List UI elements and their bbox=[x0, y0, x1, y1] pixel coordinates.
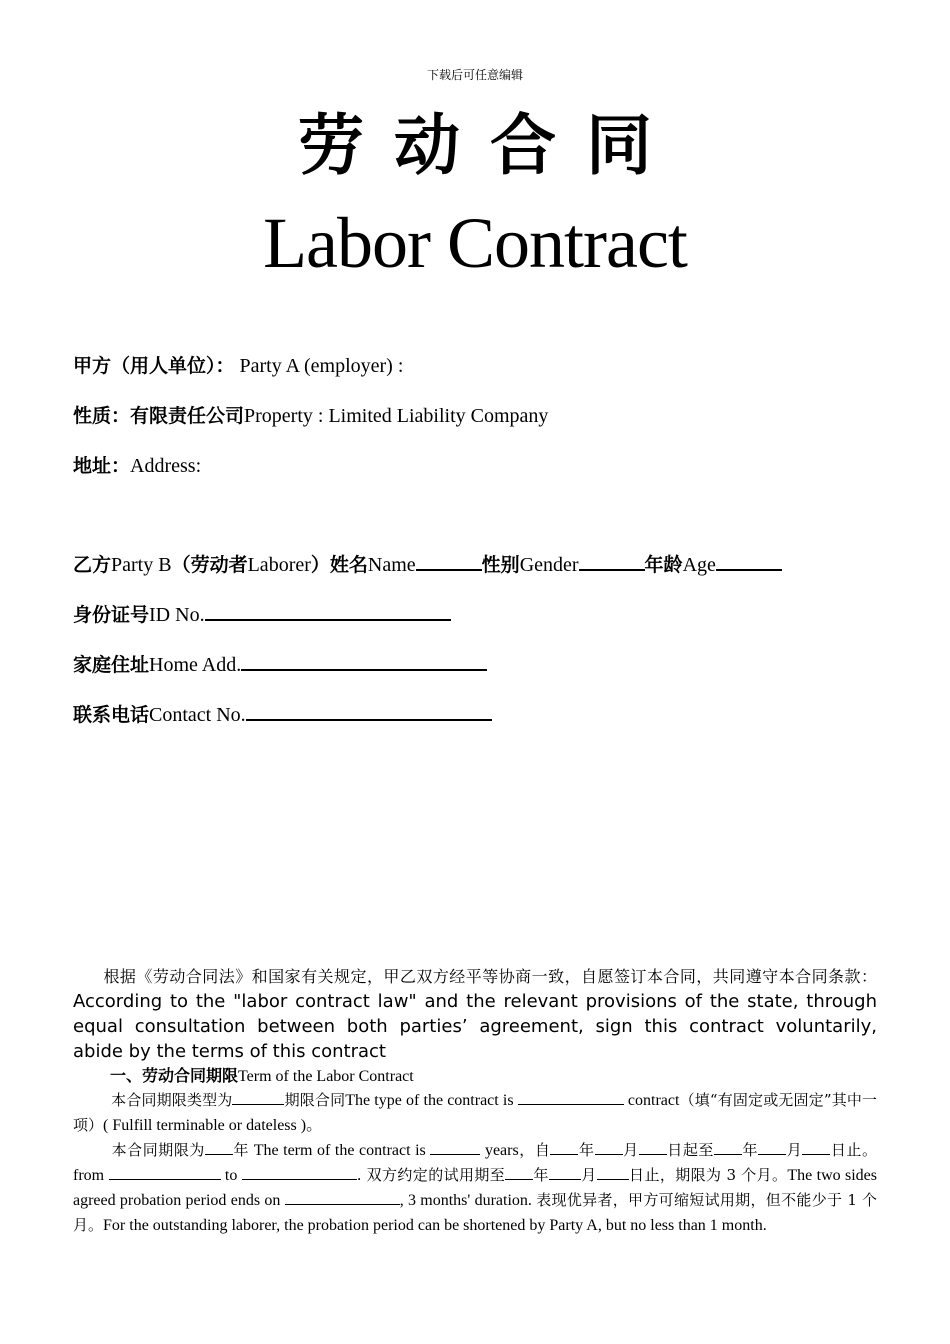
age-blank[interactable] bbox=[716, 553, 782, 571]
probation-en: The two sides agreed probation period ends on bbox=[73, 1167, 878, 1209]
property-label-cn: 性质：有限责任公司 bbox=[73, 405, 245, 427]
contract-type-en: The type of the contract is bbox=[345, 1092, 514, 1109]
start-year-cn: 年 bbox=[578, 1141, 595, 1159]
address-line bbox=[73, 452, 201, 480]
contact-label-cn: 联系电话 bbox=[73, 704, 150, 726]
name-blank[interactable] bbox=[416, 553, 482, 571]
shorten-probation-cn: 表现优异者，甲方可缩短试用期，但不能少于 1 个月。 bbox=[73, 1191, 878, 1234]
gender-label-en: Gender bbox=[519, 554, 579, 576]
contract-term-paragraph bbox=[73, 1138, 877, 1238]
contract-type-paragraph bbox=[73, 1088, 877, 1138]
party-b-line bbox=[73, 551, 782, 579]
name-label-en: Name bbox=[367, 554, 416, 576]
start-day-blank[interactable] bbox=[639, 1141, 667, 1155]
start-month-cn: 月 bbox=[622, 1141, 639, 1159]
name-label-cn: ）姓名 bbox=[310, 554, 368, 576]
section-1-heading bbox=[110, 1063, 414, 1089]
contact-label-en: Contact No. bbox=[149, 704, 246, 726]
address-label-en: Address: bbox=[130, 455, 202, 477]
section-1-heading-en: Term of the Labor Contract bbox=[238, 1068, 414, 1085]
id-line bbox=[73, 601, 451, 629]
probation-end-blank[interactable] bbox=[285, 1191, 400, 1205]
from-date-blank[interactable] bbox=[109, 1166, 221, 1180]
fill-instruction-cn: （填“有固定或无固定”其中一项） bbox=[73, 1091, 878, 1134]
probation-month-cn: 月 bbox=[580, 1166, 597, 1184]
end-day-blank[interactable] bbox=[802, 1141, 830, 1155]
term-years-blank-en[interactable] bbox=[430, 1141, 480, 1155]
age-label-cn: 年龄 bbox=[644, 554, 683, 576]
from-en: from bbox=[73, 1167, 105, 1184]
end-day-cn: 日止。 bbox=[830, 1141, 877, 1159]
preamble-cn: 根据《劳动合同法》和国家有关规定，甲乙双方经平等协商一致，自愿签订本合同，共同遵守本合同条款： bbox=[103, 967, 877, 986]
probation-year-blank[interactable] bbox=[505, 1166, 533, 1180]
end-month-blank[interactable] bbox=[758, 1141, 786, 1155]
party-b-label-cn: 乙方 bbox=[73, 554, 112, 576]
property-label-en: Property : Limited Liability Company bbox=[244, 405, 549, 427]
contract-word: contract bbox=[627, 1092, 680, 1109]
probation-duration-en: , 3 months' duration. bbox=[399, 1192, 532, 1209]
to-date-blank[interactable] bbox=[242, 1166, 357, 1180]
start-year-blank[interactable] bbox=[550, 1141, 578, 1155]
title-english: Labor Contract bbox=[263, 203, 687, 283]
home-address-blank[interactable] bbox=[241, 653, 487, 671]
probation-day-blank[interactable] bbox=[597, 1166, 629, 1180]
id-label-cn: 身份证号 bbox=[73, 604, 150, 626]
end-year-cn: 年 bbox=[741, 1141, 759, 1159]
contract-type-blank-cn[interactable] bbox=[232, 1091, 284, 1105]
party-a-label-en: Party A (employer) : bbox=[239, 355, 404, 377]
term-en: The term of the contract is bbox=[253, 1142, 426, 1159]
term-years-blank-cn[interactable] bbox=[205, 1141, 233, 1155]
header-note: 下载后可任意编辑 bbox=[426, 68, 523, 82]
home-address-line bbox=[73, 651, 487, 679]
property-line bbox=[73, 402, 548, 430]
id-blank[interactable] bbox=[205, 603, 451, 621]
laborer-label-cn: （劳动者 bbox=[171, 554, 248, 576]
title-chinese: 劳动合同 bbox=[298, 106, 682, 184]
home-address-label-cn: 家庭住址 bbox=[73, 654, 150, 676]
gender-label-cn: 性别 bbox=[481, 554, 520, 576]
preamble-en: According to the "labor contract law" and the relevant provisions of the state, through equal consultation between both parties’ agreement, sign this contract voluntarily, abide by the terms of this contract bbox=[73, 991, 877, 1062]
probation-duration-cn: 日止，期限为 3 个月。 bbox=[628, 1166, 788, 1184]
probation-cn: . 双方约定的试用期至 bbox=[356, 1166, 506, 1184]
contact-line bbox=[73, 701, 492, 729]
end-year-blank[interactable] bbox=[714, 1141, 742, 1155]
start-month-blank[interactable] bbox=[595, 1141, 623, 1155]
start-day-cn: 日起至 bbox=[666, 1141, 714, 1159]
probation-year-cn: 年 bbox=[533, 1166, 549, 1184]
id-label-en: ID No. bbox=[149, 604, 205, 626]
gender-blank[interactable] bbox=[579, 553, 645, 571]
laborer-label-en: Laborer bbox=[247, 554, 311, 576]
contract-term-cn: 期限合同 bbox=[284, 1091, 346, 1109]
to-en: to bbox=[224, 1167, 238, 1184]
term-cn: 本合同期限为 bbox=[111, 1141, 205, 1159]
end-month-cn: 月 bbox=[786, 1141, 803, 1159]
contact-blank[interactable] bbox=[246, 703, 492, 721]
preamble-paragraph bbox=[73, 964, 877, 1064]
party-b-label-en: Party B bbox=[111, 554, 172, 576]
party-a-line bbox=[73, 352, 403, 380]
address-label-cn: 地址： bbox=[73, 455, 131, 477]
from-cn: ，自 bbox=[518, 1141, 551, 1159]
age-label-en: Age bbox=[682, 554, 716, 576]
contract-type-blank-en[interactable] bbox=[518, 1091, 624, 1105]
probation-month-blank[interactable] bbox=[549, 1166, 581, 1180]
years-en: years bbox=[484, 1142, 519, 1159]
fill-instruction-en: ( Fulfill terminable or dateless )。 bbox=[103, 1117, 323, 1134]
shorten-probation-en: For the outstanding laborer, the probation period can be shortened by Party A, but no less than 1 month. bbox=[103, 1217, 767, 1234]
party-a-label-cn: 甲方（用人单位）： bbox=[73, 355, 235, 377]
section-1-heading-cn: 一、劳动合同期限 bbox=[110, 1066, 239, 1085]
contract-type-cn: 本合同期限类型为 bbox=[111, 1091, 233, 1109]
home-address-label-en: Home Add. bbox=[149, 654, 242, 676]
year-cn: 年 bbox=[232, 1141, 250, 1159]
